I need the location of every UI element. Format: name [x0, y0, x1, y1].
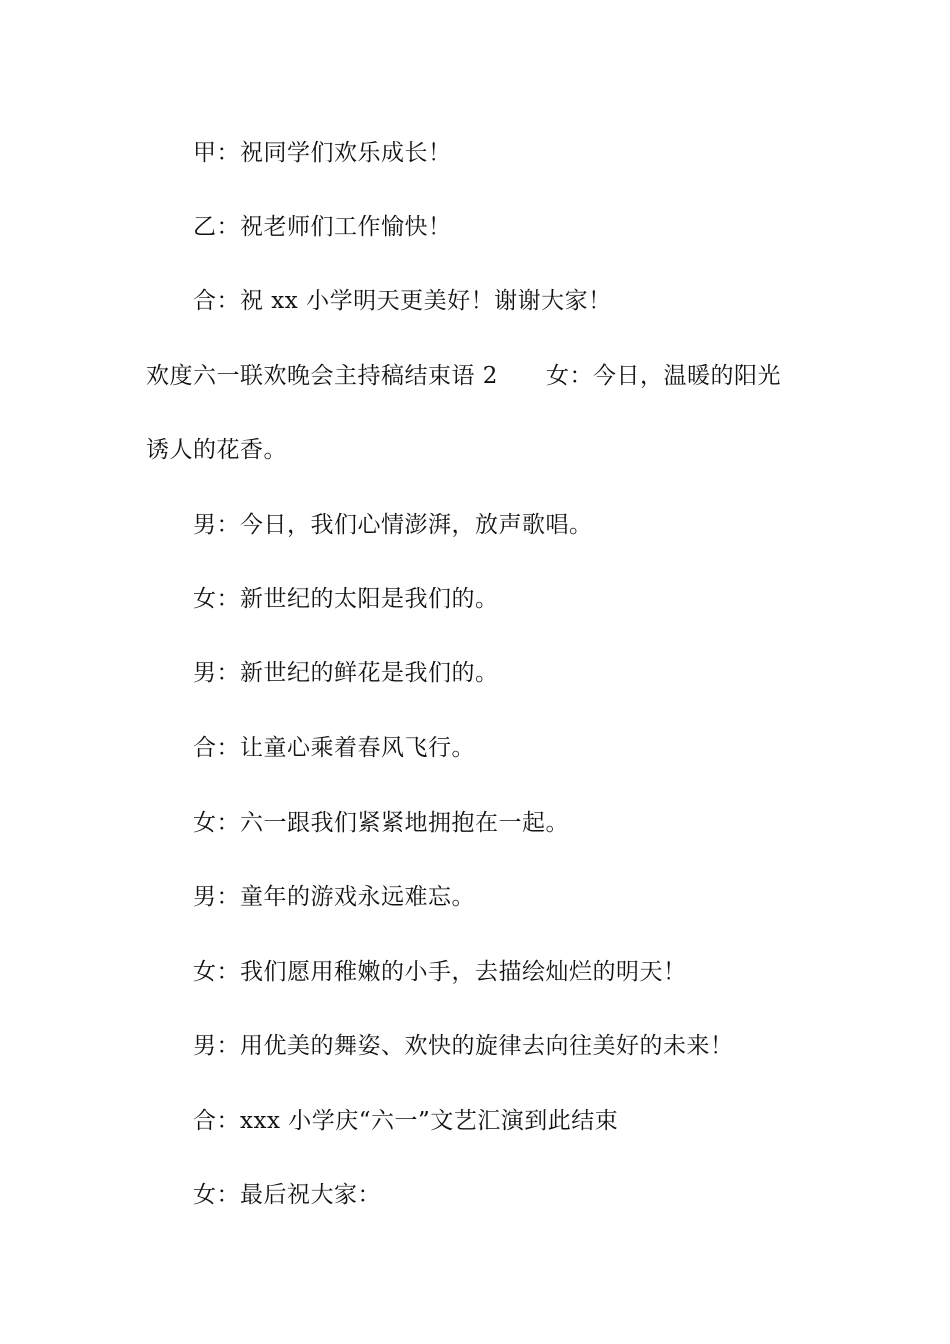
section-heading: 欢度六一联欢晚会主持稿结束语 2 — [146, 363, 498, 389]
paragraph-line-with-heading — [146, 361, 826, 391]
paragraph-text: 女：今日，温暖的阳光 — [545, 363, 781, 389]
paragraph-line: 合：祝 xx 小学明天更美好！谢谢大家！ — [193, 288, 612, 314]
paragraph-line: 男：童年的游戏永远难忘。 — [193, 884, 475, 910]
paragraph-line: 女：六一跟我们紧紧地拥抱在一起。 — [193, 810, 569, 836]
paragraph-line: 合：xxx 小学庆“六一”文艺汇演到此结束 — [193, 1108, 619, 1134]
paragraph-line: 合：让童心乘着春风飞行。 — [193, 735, 475, 761]
paragraph-line: 女：新世纪的太阳是我们的。 — [193, 586, 499, 612]
paragraph-line: 男：用优美的舞姿、欢快的旋律去向往美好的未来！ — [193, 1033, 734, 1059]
paragraph-line: 女：最后祝大家： — [193, 1182, 381, 1208]
paragraph-line: 女：我们愿用稚嫩的小手，去描绘灿烂的明天！ — [193, 959, 687, 985]
paragraph-line: 男：今日，我们心情澎湃，放声歌唱。 — [193, 512, 593, 538]
paragraph-line: 甲：祝同学们欢乐成长！ — [193, 140, 452, 166]
paragraph-line: 诱人的花香。 — [146, 437, 287, 463]
paragraph-line: 男：新世纪的鲜花是我们的。 — [193, 660, 499, 686]
paragraph-line: 乙：祝老师们工作愉快！ — [193, 214, 452, 240]
